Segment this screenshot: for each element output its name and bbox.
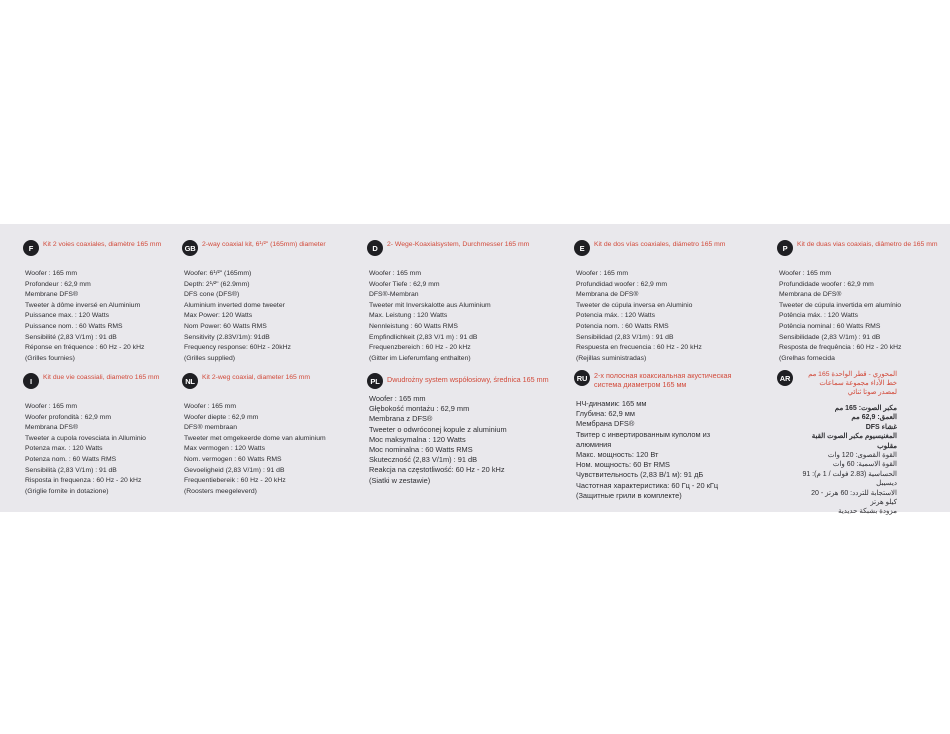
spec-line: Woofer : 165 mm bbox=[369, 394, 426, 403]
spec-block-e bbox=[574, 240, 752, 364]
spec-line: Woofer : 165 mm bbox=[25, 270, 78, 277]
spec-line: Woofer : 165 mm bbox=[369, 270, 422, 277]
spec-line: (Grelhas fornecida bbox=[779, 354, 835, 362]
spec-line: Depth: 2¹/²" (62.9mm) bbox=[184, 280, 250, 288]
spec-line: Gevoeligheid (2,83 V/1m) : 91 dB bbox=[184, 466, 285, 474]
spec-line: القوة القصوى: 120 وات bbox=[827, 452, 897, 460]
spec-line: Membrana z DFS® bbox=[369, 414, 433, 424]
spec-line: Мембрана DFS® bbox=[576, 419, 635, 429]
spec-list bbox=[799, 404, 897, 517]
spec-line: Sensitivity (2.83V/1m): 91dB bbox=[184, 333, 270, 341]
language-badge: P bbox=[777, 240, 793, 256]
spec-line: (Siatki w zestawie) bbox=[369, 475, 431, 485]
spec-line: Woofer diepte : 62,9 mm bbox=[184, 413, 259, 421]
spec-line: Tweeter mit Inverskalotte aus Aluminium bbox=[369, 301, 491, 309]
spec-line: Resposta de frequência : 60 Hz - 20 kHz bbox=[779, 344, 902, 352]
spec-line: (Grilles fournies) bbox=[25, 354, 75, 362]
spec-block-gb bbox=[182, 240, 360, 364]
block-header bbox=[23, 240, 201, 256]
block-header bbox=[777, 240, 942, 256]
spec-line: НЧ-динамик: 165 мм bbox=[576, 399, 647, 408]
spec-line: Max. Leistung : 120 Watts bbox=[369, 312, 448, 320]
spec-line: Frequency response: 60Hz - 20kHz bbox=[184, 344, 291, 352]
block-header bbox=[574, 240, 752, 256]
spec-line: Risposta in frequenza : 60 Hz - 20 kHz bbox=[25, 477, 142, 485]
spec-list bbox=[184, 402, 360, 497]
spec-line: Frequentiebereik : 60 Hz - 20 kHz bbox=[184, 477, 286, 485]
spec-line: Potenza nom. : 60 Watts RMS bbox=[25, 455, 117, 463]
spec-line: Reakcja na częstotliwość: 60 Hz - 20 kHz bbox=[369, 465, 505, 475]
spec-block-f bbox=[23, 240, 201, 364]
spec-list bbox=[369, 269, 545, 364]
spec-line: Nom Power: 60 Watts RMS bbox=[184, 322, 267, 330]
spec-line: Empfindlichkeit (2,83 V/1 m) : 91 dB bbox=[369, 333, 478, 341]
spec-line: مزودة بشبكة حديدية bbox=[838, 508, 897, 516]
spec-line: Woofer : 165 mm bbox=[576, 270, 629, 277]
spec-list bbox=[25, 402, 201, 497]
language-badge: NL bbox=[182, 373, 198, 389]
spec-line: Max vermogen : 120 Watts bbox=[184, 445, 265, 453]
block-title: 2- Wege-Koaxialsystem, Durchmesser 165 mm bbox=[387, 241, 530, 248]
spec-line: (Grilles supplied) bbox=[184, 354, 235, 362]
language-badge: PL bbox=[367, 373, 383, 389]
spec-line: (Roosters meegeleverd) bbox=[184, 487, 257, 495]
spec-line: Profondeur : 62,9 mm bbox=[25, 280, 91, 288]
spec-list bbox=[369, 394, 562, 486]
spec-line: (Griglie fornite in dotazione) bbox=[25, 487, 109, 495]
spec-line: Tweeter de cúpula invertida em alumínio bbox=[779, 301, 902, 309]
spec-line: غشاء DFS bbox=[865, 423, 897, 431]
spec-line: Sensibilité (2,83 V/1m) : 91 dB bbox=[25, 333, 117, 341]
block-title: Kit due vie coassiali, diametro 165 mm bbox=[43, 374, 160, 381]
language-badge: RU bbox=[574, 370, 590, 386]
spec-line: алюминия bbox=[576, 439, 612, 449]
spec-line: Aluminium inverted dome tweeter bbox=[184, 301, 285, 309]
spec-block-p bbox=[777, 240, 942, 364]
spec-line: العمق: 62,9 مم bbox=[851, 414, 897, 422]
spec-line: Membrane DFS® bbox=[25, 291, 78, 299]
spec-line: Tweeter à dôme inversé en Aluminium bbox=[25, 301, 141, 309]
spec-list bbox=[184, 269, 360, 364]
spec-line: Ном. мощность: 60 Вт RMS bbox=[576, 460, 670, 470]
spec-line: Moc nominalna : 60 Watts RMS bbox=[369, 445, 473, 455]
block-header bbox=[574, 370, 764, 390]
spec-line: Woofer Tiefe : 62,9 mm bbox=[369, 280, 440, 288]
spec-line: Puissance nom. : 60 Watts RMS bbox=[25, 322, 123, 330]
spec-line: Woofer : 165 mm bbox=[25, 403, 78, 410]
spec-line: Skuteczność (2,83 V/1m) : 91 dB bbox=[369, 455, 478, 465]
spec-line: Réponse en fréquence : 60 Hz - 20 kHz bbox=[25, 344, 145, 352]
spec-line: (Gitter im Lieferumfang enthalten) bbox=[369, 354, 471, 362]
block-title: 2-х полосная коаксиальная акустическая система диаметром 165 мм bbox=[594, 371, 732, 389]
spec-block-pl bbox=[367, 373, 562, 486]
language-badge: E bbox=[574, 240, 590, 256]
spec-line: Max Power: 120 Watts bbox=[184, 312, 253, 320]
language-badge: I bbox=[23, 373, 39, 389]
spec-line: Nom. vermogen : 60 Watts RMS bbox=[184, 455, 282, 463]
spec-line: Respuesta en frecuencia : 60 Hz - 20 kHz bbox=[576, 344, 702, 352]
spec-line: Sensibilidad (2,83 V/1m) : 91 dB bbox=[576, 333, 674, 341]
spec-line: DFS cone (DFS®) bbox=[184, 291, 240, 299]
spec-list bbox=[576, 399, 764, 501]
spec-line: Tweeter de cúpula inversa en Aluminio bbox=[576, 301, 693, 309]
spec-line: Moc maksymalna : 120 Watts bbox=[369, 434, 466, 444]
block-header bbox=[777, 370, 897, 396]
spec-line: Woofer : 165 mm bbox=[184, 403, 237, 410]
spec-line: الاستجابة للتردد: 60 هرتز - 20 كيلو هرتز bbox=[811, 489, 897, 507]
spec-line: Woofer: 6¹/²" (165mm) bbox=[184, 270, 252, 277]
block-header bbox=[367, 240, 545, 256]
spec-line: القوة الاسمية: 60 وات bbox=[832, 461, 897, 469]
spec-block-ru bbox=[574, 370, 764, 501]
spec-line: مكبر الصوت: 165 مم bbox=[834, 405, 897, 412]
spec-line: Макс. мощность: 120 Вт bbox=[576, 450, 659, 460]
spec-line: Potencia máx. : 120 Watts bbox=[576, 312, 656, 320]
spec-line: Woofer profondità : 62,9 mm bbox=[25, 413, 112, 421]
spec-line: Tweeter a cupola rovesciata in Alluminio bbox=[25, 434, 146, 442]
block-title: Kit 2-weg coaxial, diameter 165 mm bbox=[202, 374, 311, 381]
spec-line: Sensibilidade (2,83 V/1m) : 91 dB bbox=[779, 333, 881, 341]
spec-line: Membrana de DFS® bbox=[779, 291, 842, 299]
spec-line: DFS®-Membran bbox=[369, 291, 419, 299]
block-title: Kit de dos vías coaxiales, diámetro 165 mm bbox=[594, 241, 726, 248]
spec-line: المغنيسيوم مكبر الصوت القبة مقلوب bbox=[811, 433, 897, 450]
spec-line: Чувствительность (2,83 В/1 м): 91 дБ bbox=[576, 470, 704, 480]
spec-block-nl bbox=[182, 373, 360, 497]
spec-list bbox=[25, 269, 201, 364]
spec-line: Tweeter o odwróconej kopule z aluminium bbox=[369, 424, 507, 434]
block-title: Kit de duas vias coaxiais, diâmetro de 165 mm bbox=[797, 241, 938, 248]
spec-line: Membrana de DFS® bbox=[576, 291, 639, 299]
spec-line: Woofer : 165 mm bbox=[779, 270, 832, 277]
spec-line: Sensibilità (2,83 V/1m) : 91 dB bbox=[25, 466, 117, 474]
spec-line: (Защитные грили в комплекте) bbox=[576, 490, 682, 500]
spec-line: Potenza max. : 120 Watts bbox=[25, 445, 103, 453]
block-title: المحوري - قطر الواحدة 165 مم خط الأداء مجموعة سماعات لمصدر صوتا ثنائي bbox=[808, 371, 897, 396]
spec-line: DFS® membraan bbox=[184, 424, 237, 432]
spec-list bbox=[576, 269, 752, 364]
block-title: Dwudrożny system współosiowy, średnica 165 mm bbox=[387, 375, 549, 384]
language-badge: F bbox=[23, 240, 39, 256]
block-header bbox=[367, 373, 562, 389]
spec-block-i bbox=[23, 373, 201, 497]
spec-line: Частотная характеристика: 60 Гц - 20 кГц bbox=[576, 480, 719, 490]
block-header bbox=[182, 240, 360, 256]
spec-line: الحساسية (2.83 فولت / 1 م): 91 ديسيبل bbox=[802, 470, 897, 488]
spec-line: Potencia nom. : 60 Watts RMS bbox=[576, 322, 669, 330]
spec-line: Tweeter met omgekeerde dome van aluminium bbox=[184, 434, 326, 442]
block-title: 2-way coaxial kit, 6¹/²" (165mm) diameter bbox=[202, 241, 326, 248]
block-title: Kit 2 voies coaxiales, diamètre 165 mm bbox=[43, 241, 162, 248]
block-header bbox=[23, 373, 201, 389]
spec-line: Profundidade woofer : 62,9 mm bbox=[779, 280, 874, 288]
spec-line: Nennleistung : 60 Watts RMS bbox=[369, 322, 458, 330]
spec-line: Puissance max. : 120 Watts bbox=[25, 312, 109, 320]
spec-list bbox=[779, 269, 942, 364]
block-header bbox=[182, 373, 360, 389]
language-badge: GB bbox=[182, 240, 198, 256]
spec-line: Membrana DFS® bbox=[25, 424, 78, 432]
spec-line: Frequenzbereich : 60 Hz - 20 kHz bbox=[369, 344, 471, 352]
spec-line: Profundidad woofer : 62,9 mm bbox=[576, 280, 668, 288]
spec-line: (Rejillas suministradas) bbox=[576, 354, 647, 362]
spec-line: Potência nominal : 60 Watts RMS bbox=[779, 322, 881, 330]
language-badge: D bbox=[367, 240, 383, 256]
spec-line: Potência máx. : 120 Watts bbox=[779, 312, 859, 320]
spec-block-ar bbox=[777, 370, 897, 517]
spec-line: Глубина: 62,9 мм bbox=[576, 409, 635, 419]
spec-block-d bbox=[367, 240, 545, 364]
spec-line: Твитер с инвертированным куполом из bbox=[576, 429, 711, 439]
language-badge: AR bbox=[777, 370, 793, 386]
spec-line: Głębokość montażu : 62,9 mm bbox=[369, 404, 470, 414]
